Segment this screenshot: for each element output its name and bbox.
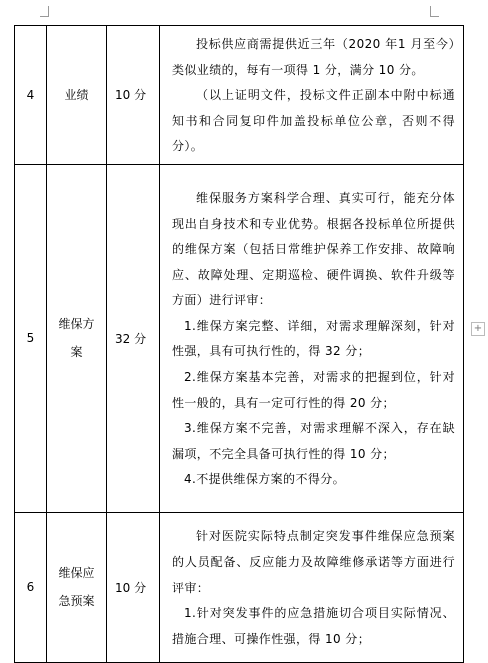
- row-detail: [160, 26, 464, 165]
- detail-line: 3.维保方案不完善，对需求理解不深入，存在缺漏项，不完全具备可执行性的得 10 分；: [172, 421, 455, 461]
- page-corner-mark-right: [430, 6, 439, 17]
- scoring-table: [14, 25, 464, 663]
- table-row: [15, 512, 464, 662]
- detail-line: 1.维保方案完整、详细，对需求理解深刻，针对性强，具有可执行性的，得 32 分；: [172, 318, 455, 359]
- row-number: 5: [15, 164, 47, 512]
- row-number: 4: [15, 26, 47, 165]
- table-row: [15, 164, 464, 512]
- detail-line: 针对医院实际特点制定突发事件维保应急预案的人员配备、反应能力及故障维修承诺等方面进行评审：: [172, 529, 455, 595]
- row-detail: [160, 164, 464, 512]
- row-item: 业绩: [47, 26, 107, 165]
- detail-line: 维保服务方案科学合理、真实可行，能充分体现出自身技术和专业优势。根据各投标单位所提供的维保方案（包括日常维护保养工作安排、故障响应、故障处理、定期巡检、硬件调换、软件升级等方面）进行评审：: [172, 190, 455, 308]
- detail-line: 2.维保方案基本完善，对需求的把握到位，针对性一般的，具有一定可行性的得 20 分；: [172, 370, 455, 410]
- detail-line: 投标供应商需提供近三年（2020 年1 月至今）类似业绩的，每有一项得 1 分，满分 10 分。: [172, 37, 455, 77]
- page-corner-mark-left: [40, 6, 49, 17]
- row-number: 6: [15, 512, 47, 662]
- table-row: [15, 26, 464, 165]
- row-item: 维保方案: [47, 164, 107, 512]
- detail-line: （以上证明文件，投标文件正副本中附中标通知书和合同复印件加盖投标单位公章，否则不得分）。: [172, 88, 455, 154]
- row-detail: [160, 512, 464, 662]
- detail-line: 4.不提供维保方案的不得分。: [184, 472, 346, 487]
- row-item: 维保应急预案: [47, 512, 107, 662]
- row-score: 10 分: [107, 26, 160, 165]
- detail-line: 1.针对突发事件的应急措施切合项目实际情况、措施合理、可操作性强，得 10 分；: [172, 606, 455, 646]
- add-row-handle-icon[interactable]: +: [471, 322, 485, 336]
- row-score: 32 分: [107, 164, 160, 512]
- row-score: 10 分: [107, 512, 160, 662]
